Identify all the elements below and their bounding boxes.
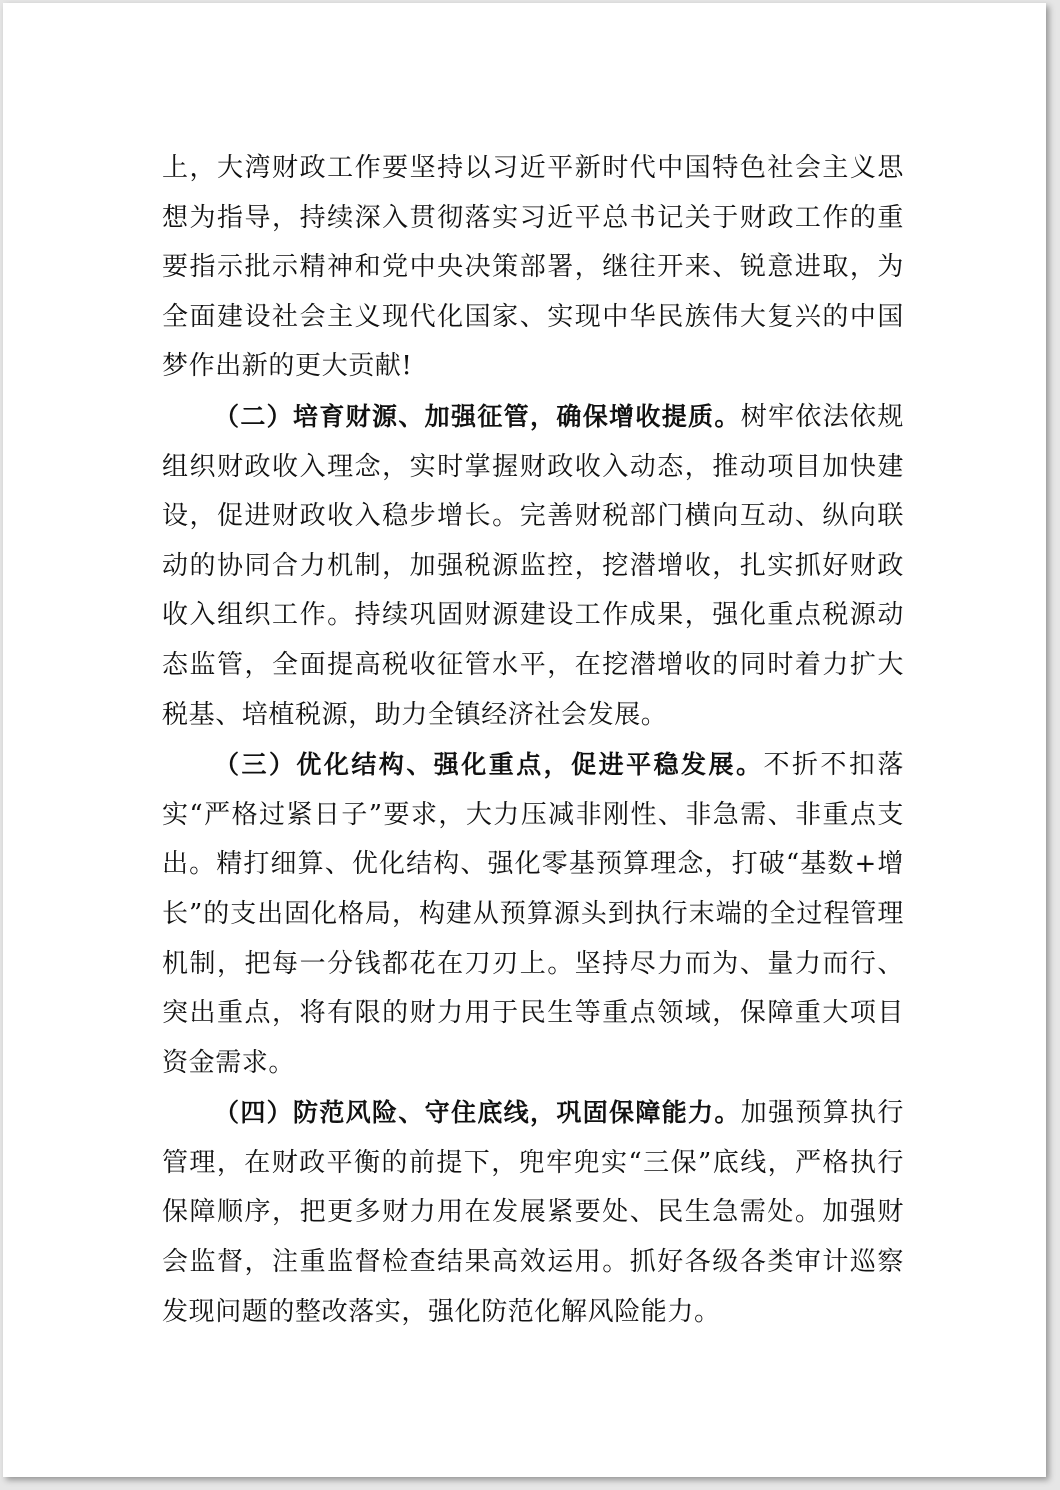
paragraph-section-4 (162, 1088, 904, 1337)
document-body (162, 144, 904, 1337)
paragraph-text: 上，大湾财政工作要坚持以习近平新时代中国特色社会主义思想为指导，持续深入贯彻落实习近平总书记关于财政工作的重要指示批示精神和党中央决策部署，继往开来、锐意进取，为全面建设社会主义现代化国家、实现中华民族伟大复兴的中国梦作出新的更大贡献! (162, 153, 904, 382)
paragraph-section-2 (162, 392, 904, 740)
paragraph-continuation (162, 144, 904, 392)
document-page (3, 3, 1046, 1477)
section-heading: （四）防范风险、守住底线，巩固保障能力。 (214, 1098, 741, 1128)
paragraph-text: 树牢依法依规组织财政收入理念，实时掌握财政收入动态，推动项目加快建设，促进财政收入稳步增长。完善财税部门横向互动、纵向联动的协同合力机制，加强税源监控，挖潜增收，扎实抓好财政收入组织工作。持续巩固财源建设工作成果，强化重点税源动态监管，全面提高税收征管水平，在挖潜增收的同时着力扩大税基、培植税源，助力全镇经济社会发展。 (162, 401, 904, 730)
section-heading: （三）优化结构、强化重点，促进平稳发展。 (214, 750, 764, 780)
paragraph-section-3 (162, 740, 904, 1088)
paragraph-text: 加强预算执行管理，在财政平衡的前提下，兜牢兜实“三保”底线，严格执行保障顺序，把更多财力用在发展紧要处、民生急需处。加强财会监督，注重监督检查结果高效运用。抓好各级各类审计巡察发现问题的整改落实，强化防范化解风险能力。 (162, 1098, 904, 1327)
paragraph-text: 不折不扣落实“严格过紧日子”要求，大力压减非刚性、非急需、非重点支出。精打细算、优化结构、强化零基预算理念，打破“基数+增长”的支出固化格局，构建从预算源头到执行末端的全过程管理机制，把每一分钱都花在刀刃上。坚持尽力而为、量力而行、突出重点，将有限的财力用于民生等重点领域，保障重大项目资金需求。 (162, 750, 904, 1078)
section-heading: （二）培育财源、加强征管，确保增收提质。 (214, 401, 741, 431)
